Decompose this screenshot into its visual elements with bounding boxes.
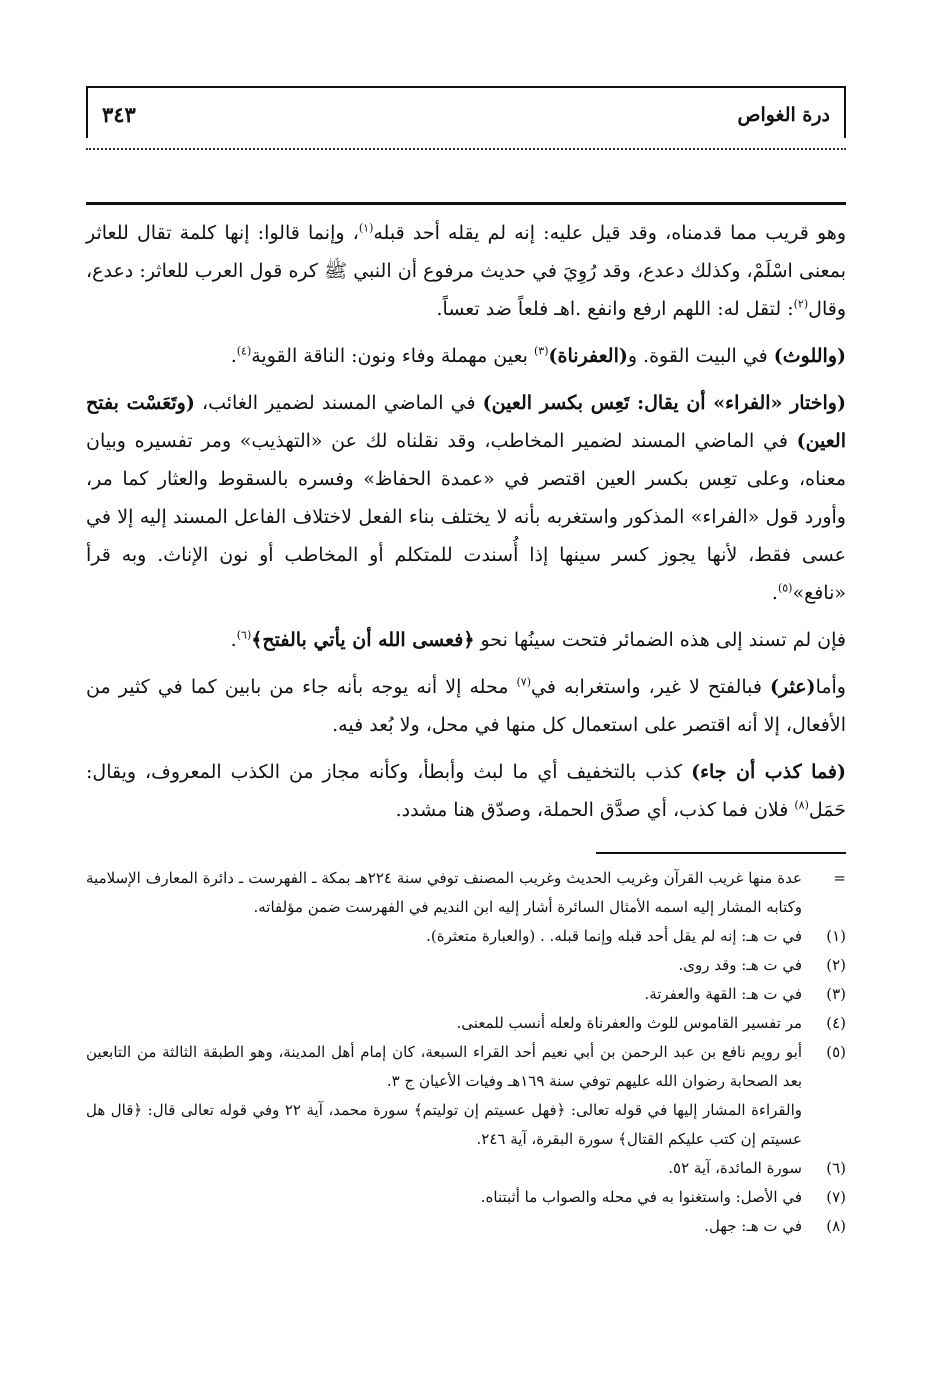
footnote-text: والقراءة المشار إليها في قوله تعالى: ﴿فهل عسيتم إن توليتم﴾ سورة محمد، آية ٢٢ وفي قوله تعالى قال: ﴿قال هل عسيتم إن كتب عليكم القتال﴾ سورة البقرة، آية ٢٤٦. bbox=[86, 1101, 802, 1148]
footnote-ref: (٤) bbox=[236, 344, 252, 358]
footnote bbox=[86, 1212, 846, 1241]
paragraph-2: (واللوث) في البيت القوة. و(العفرناة)$^{(٣)}$ بعين مهملة وفاء ونون: الناقة القوية$^{(٤)}$. bbox=[230, 344, 846, 367]
footnote-text: مر تفسير القاموس للوث والعفرناة ولعله أنسب للمعنى. bbox=[456, 1014, 802, 1032]
footnote-text: سورة المائدة، آية ٥٢. bbox=[668, 1159, 802, 1177]
footnotes bbox=[86, 864, 846, 1241]
main-text bbox=[86, 214, 846, 838]
page-header bbox=[86, 86, 846, 138]
footnote-ref: (٣) bbox=[533, 344, 549, 358]
footnote-text: أبو رويم نافع بن عبد الرحمن بن أبي نعيم أحد القراء السبعة، كان إمام أهل المدينة، وهو الطبقة الثالثة من التابعين بعد الصحابة رضوان الله عليهم توفي سنة ١٦٩هـ وفيات الأعيان ج ٣. bbox=[86, 1043, 802, 1090]
footnote-number: (٢) bbox=[826, 956, 846, 974]
footnote bbox=[86, 1096, 846, 1154]
paragraph-1: وهو قريب مما قدمناه، وقد قيل عليه: إنه لم يقله أحد قبله$^{(١)}$، وإنما قالوا: إنها كلمة تقال للعاثر بمعنى اسْلَمْ، وكذلك دعدع، وقد رُوِيَ في حديث مرفوع أن النبي ﷺ كره قول العرب للعاثر: دعدع، وقال$^{(٢)}$: لتقل له: اللهم ارفع وانفع .اهـ فلعاً ضد تعساً. bbox=[86, 221, 846, 320]
footnote-text: في الأصل: واستغنوا به في محله والصواب ما أثبتناه. bbox=[480, 1188, 802, 1206]
footnote bbox=[86, 1183, 846, 1212]
running-title: درة الغواص bbox=[737, 104, 830, 126]
footnote-ref: (٨) bbox=[794, 798, 809, 812]
footnote-number: (٦) bbox=[826, 1159, 846, 1177]
top-rule bbox=[86, 202, 846, 205]
footnote-text: عدة منها غريب القرآن وغريب الحديث وغريب المصنف توفي سنة ٢٢٤هـ بمكة ـ الفهرست ـ دائرة المعارف الإسلامية وكتابه المشار إليه اسمه الأمثال السائرة أشار إليه ابن النديم في الفهرست ضمن مؤلفاته. bbox=[86, 869, 802, 916]
paragraph-3: (واختار «الفراء» أن يقال: تَعِس بكسر العين) في الماضي المسند لضمير الغائب، (وتَعَسْت بفتح العين) في الماضي المسند لضمير المخاطب، وقد نقلناه لك عن «التهذيب» ومر تفسيره وبيان معناه، وعلى تعِس بكسر العين اقتصر في «عمدة الحفاظ» وفسره بالسقوط والعثار كما مر، وأورد قول «الفراء» المذكور واستغربه بأنه لا يختلف بناء الفعل لاختلاف الفاعل المسند إليه إلا في عسى فقط، لأنها يجوز كسر سينها إذا أُسندت للمتكلم أو المخاطب أو نون الإناث. وبه قرأ «نافع»$^{(٥)}$. bbox=[86, 392, 846, 604]
footnote bbox=[86, 1038, 846, 1096]
footnote-number bbox=[802, 1096, 846, 1154]
footnote-ref: (٥) bbox=[777, 581, 793, 595]
footnote-ref: (١) bbox=[358, 221, 374, 235]
paragraph-6: (فما كذب أن جاء) كذب بالتخفيف أي ما لبث وأبطأ، وكأنه مجاز من الكذب المعروف، ويقال: حَمَل$^{(٨)}$ فلان فما كذب، أي صدَّق الحملة، وصدّق هنا مشدد. bbox=[86, 761, 846, 821]
footnote-rule bbox=[596, 852, 846, 854]
footnote bbox=[86, 922, 846, 951]
footnote-number: (٧) bbox=[826, 1188, 846, 1206]
footnote-number: = bbox=[833, 869, 846, 887]
paragraph-5: وأما(عثر) فبالفتح لا غير، واستغرابه في$^{(٧)}$ محله إلا أنه يوجه بأنه جاء من بابين كما في كثير من الأفعال، إلا أنه اقتصر على استعمال كل منها في محل، ولا بُعد فيه. bbox=[86, 675, 846, 736]
footnote-number: (٨) bbox=[826, 1217, 846, 1235]
footnote-number: (٥) bbox=[826, 1043, 846, 1061]
footnote-text: في ت هـ: إنه لم يقل أحد قبله وإنما قبله. . (والعبارة متعثرة). bbox=[426, 927, 802, 945]
footnote-ref: (٧) bbox=[516, 675, 532, 689]
footnote bbox=[86, 980, 846, 1009]
footnote-number: (٣) bbox=[826, 985, 846, 1003]
dotted-divider bbox=[86, 148, 846, 154]
footnote-number: (٤) bbox=[826, 1014, 846, 1032]
footnote-text: في ت هـ: القهة والعفرتة. bbox=[644, 985, 802, 1003]
footnote-text: في ت هـ: جهل. bbox=[704, 1217, 802, 1235]
footnote-number: (١) bbox=[826, 927, 846, 945]
page-number: ٣٤٣ bbox=[102, 102, 136, 127]
footnote bbox=[86, 1154, 846, 1183]
footnote-ref: (٢) bbox=[793, 297, 809, 311]
footnote bbox=[86, 951, 846, 980]
footnote-ref: (٦) bbox=[236, 628, 252, 642]
footnote bbox=[86, 864, 846, 922]
paragraph-4: فإن لم تسند إلى هذه الضمائر فتحت سينُها نحو ﴿فعسى الله أن يأتي بالفتح﴾$^{(٦)}$. bbox=[230, 628, 846, 651]
footnote-text: في ت هـ: وقد روى. bbox=[678, 956, 802, 974]
footnote bbox=[86, 1009, 846, 1038]
